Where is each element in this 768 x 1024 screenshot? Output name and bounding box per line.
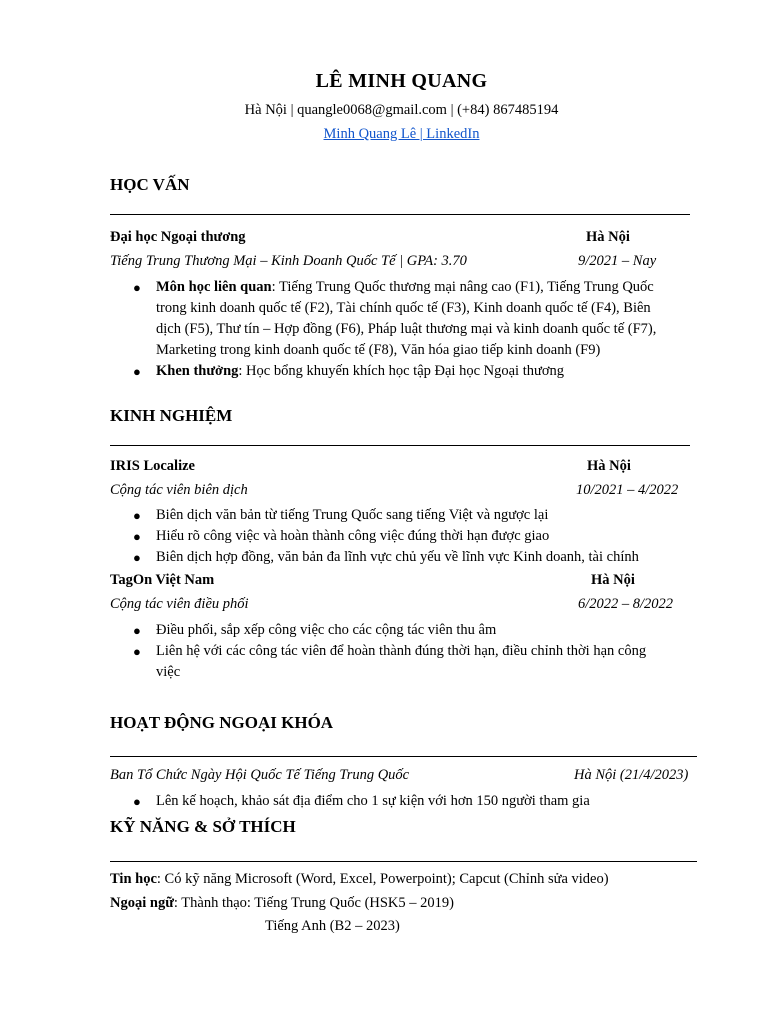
activity-location-date: Hà Nội (21/4/2023) (574, 767, 689, 783)
linkedin-row (0, 126, 768, 143)
activity-organization: Ban Tổ Chức Ngày Hội Quốc Tế Tiếng Trung Quốc (110, 767, 410, 783)
section-divider (110, 756, 697, 757)
section-title-activities: HOẠT ĐỘNG NGOẠI KHÓA (110, 713, 334, 732)
bullet-icon: ● (133, 280, 141, 295)
linkedin-link[interactable]: Minh Quang Lê | LinkedIn (323, 126, 480, 142)
skill-languages: Ngoại ngữ: Thành thạo: Tiếng Trung Quốc (HSK5 – 2019) (110, 895, 454, 911)
company-location: Hà Nội (591, 572, 635, 588)
education-period: 9/2021 – Nay (578, 253, 657, 269)
section-title-experience: KINH NGHIỆM (110, 406, 233, 425)
job-role: Cộng tác viên biên dịch (110, 482, 248, 498)
bullet-icon: ● (133, 644, 141, 659)
section-divider (110, 214, 690, 215)
section-divider (110, 861, 697, 862)
major: Tiếng Trung Thương Mại – Kinh Doanh Quốc Tế | GPA: 3.70 (110, 253, 467, 269)
bullet-icon: ● (133, 508, 141, 523)
education-bullets (128, 277, 698, 382)
section-divider (110, 445, 690, 446)
school-location: Hà Nội (586, 229, 630, 245)
job-role: Cộng tác viên điều phối (110, 596, 249, 612)
list-item: ● Biên dịch hợp đồng, văn bản đa lĩnh vực chủ yếu về lĩnh vực Kinh doanh, tài chính (128, 547, 708, 568)
company-name: TagOn Việt Nam (110, 572, 215, 588)
contact-info: Hà Nội | quangle0068@gmail.com | (+84) 867485194 (244, 102, 559, 118)
job-bullets (128, 620, 708, 683)
skill-it: Tin học: Có kỹ năng Microsoft (Word, Excel, Powerpoint); Capcut (Chỉnh sửa video) (110, 871, 609, 887)
list-item: ● Liên hệ với các công tác viên để hoàn thành đúng thời hạn, điều chỉnh thời hạn công việc (133, 643, 647, 680)
list-item: ● Lên kế hoạch, khảo sát địa điểm cho 1 sự kiện với hơn 150 người tham gia (128, 791, 708, 812)
bullet-icon: ● (133, 529, 141, 544)
list-item: ● Hiểu rõ công việc và hoàn thành công việc đúng thời hạn được giao (128, 526, 708, 547)
activity-bullets (128, 791, 708, 812)
section-title-skills: KỸ NĂNG & SỞ THÍCH (110, 817, 296, 836)
job-period: 6/2022 – 8/2022 (578, 596, 674, 612)
bullet-icon: ● (133, 364, 141, 379)
company-name: IRIS Localize (110, 458, 195, 474)
job-bullets (128, 505, 708, 568)
school-name: Đại học Ngoại thương (110, 229, 246, 245)
list-item: ● Biên dịch văn bản từ tiếng Trung Quốc sang tiếng Việt và ngược lại (128, 505, 708, 526)
list-item: ● Môn học liên quan: Tiếng Trung Quốc thương mại nâng cao (F1), Tiếng Trung Quốc trong kinh doanh quốc tế (F2), Tài chính quốc tế (F3), Kinh doanh quốc tế (F4), Biên dịch (F5), Thư tín – Hợp đồng (F6), Pháp luật thương mại và kinh doanh quốc tế (F7), Marketing trong kinh doanh quốc tế (F8), Văn hóa giao tiếp kinh doanh (F9) (133, 279, 657, 358)
skill-languages-english: Tiếng Anh (B2 – 2023) (265, 918, 400, 934)
list-item: ● Điều phối, sắp xếp công việc cho các cộng tác viên thu âm (128, 620, 708, 641)
list-item: ● Khen thưởng: Học bổng khuyến khích học tập Đại học Ngoại thương (128, 361, 698, 382)
section-title-education: HỌC VẤN (110, 175, 190, 194)
bullet-icon: ● (133, 794, 141, 809)
bullet-icon: ● (133, 623, 141, 638)
company-location: Hà Nội (587, 458, 631, 474)
resume-name: LÊ MINH QUANG (315, 70, 488, 92)
job-period: 10/2021 – 4/2022 (576, 482, 679, 498)
bullet-icon: ● (133, 550, 141, 565)
